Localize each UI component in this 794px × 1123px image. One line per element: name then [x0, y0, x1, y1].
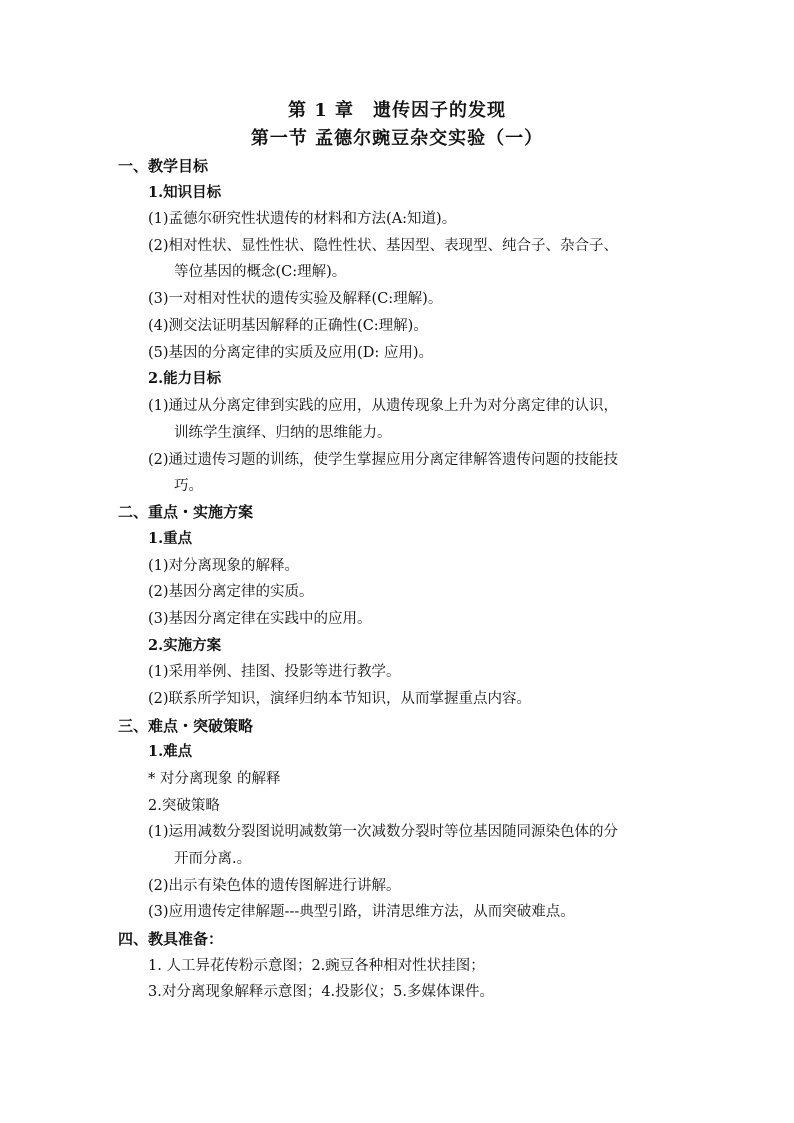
- heading-teaching-aids: 四、教具准备：: [118, 930, 224, 948]
- teaching-aids-line-1: 1. 人工异花传粉示意图；2.豌豆各种相对性状挂图；: [148, 958, 485, 974]
- ability-item-2: (2)通过遗传习题的训练，使学生掌握应用分离定律解答遗传问题的技能技: [148, 452, 619, 468]
- difficulty-item-1: * 对分离现象 的解释: [148, 771, 281, 787]
- section-title: 第一节 孟德尔豌豆杂交实验（一）: [250, 128, 544, 149]
- strategy-item-1: (1)运用减数分裂图说明减数第一次减数分裂时等位基因随同源染色体的分: [148, 824, 619, 840]
- subheading-ability-goals: 2.能力目标: [148, 370, 222, 387]
- knowledge-item-4: (4)测交法证明基因解释的正确性(C:理解)。: [148, 318, 428, 334]
- ability-item-1: (1)通过从分离定律到实践的应用，从遗传现象上升为对分离定律的认识，: [148, 398, 619, 414]
- knowledge-item-1: (1)孟德尔研究性状遗传的材料和方法(A:知道)。: [148, 211, 457, 227]
- chapter-title: 第 1 章 遗传因子的发现: [287, 100, 507, 121]
- subheading-difficulties: 1.难点: [148, 743, 193, 760]
- ability-item-2-cont: 巧。: [174, 478, 203, 494]
- subheading-implementation: 2.实施方案: [148, 637, 222, 654]
- knowledge-item-2: (2)相对性状、显性性状、隐性性状、基因型、表现型、纯合子、杂合子、: [148, 238, 619, 254]
- knowledge-item-5: (5)基因的分离定律的实质及应用(D: 应用)。: [148, 345, 433, 361]
- heading-teaching-goals: 一、教学目标: [118, 157, 209, 175]
- heading-key-points: 二、重点・实施方案: [118, 503, 254, 521]
- strategy-item-3: (3)应用遗传定律解题---典型引路，讲清思维方法，从而突破难点。: [148, 904, 575, 920]
- implementation-item-1: (1)采用举例、挂图、投影等进行教学。: [148, 664, 401, 680]
- subheading-knowledge-goals: 1.知识目标: [148, 184, 222, 201]
- key-item-1: (1)对分离现象的解释。: [148, 558, 300, 574]
- subheading-key-points: 1.重点: [148, 530, 193, 547]
- knowledge-item-3: (3)一对相对性状的遗传实验及解释(C:理解)。: [148, 291, 443, 307]
- strategy-item-1-cont: 开而分离.。: [174, 851, 252, 867]
- key-item-2: (2)基因分离定律的实质。: [148, 584, 314, 600]
- ability-item-1-cont: 训练学生演绎、归纳的思维能力。: [174, 425, 392, 441]
- knowledge-item-2-cont: 等位基因的概念(C:理解)。: [174, 264, 347, 280]
- teaching-aids-line-2: 3.对分离现象解释示意图；4.投影仪；5.多媒体课件。: [148, 984, 495, 1000]
- subheading-strategies: 2.突破策略: [148, 798, 220, 814]
- strategy-item-2: (2)出示有染色体的遗传图解进行讲解。: [148, 878, 401, 894]
- heading-difficulties: 三、难点・突破策略: [118, 717, 254, 735]
- implementation-item-2: (2)联系所学知识，演绎归纳本节知识，从而掌握重点内容。: [148, 691, 532, 707]
- key-item-3: (3)基因分离定律在实践中的应用。: [148, 611, 372, 627]
